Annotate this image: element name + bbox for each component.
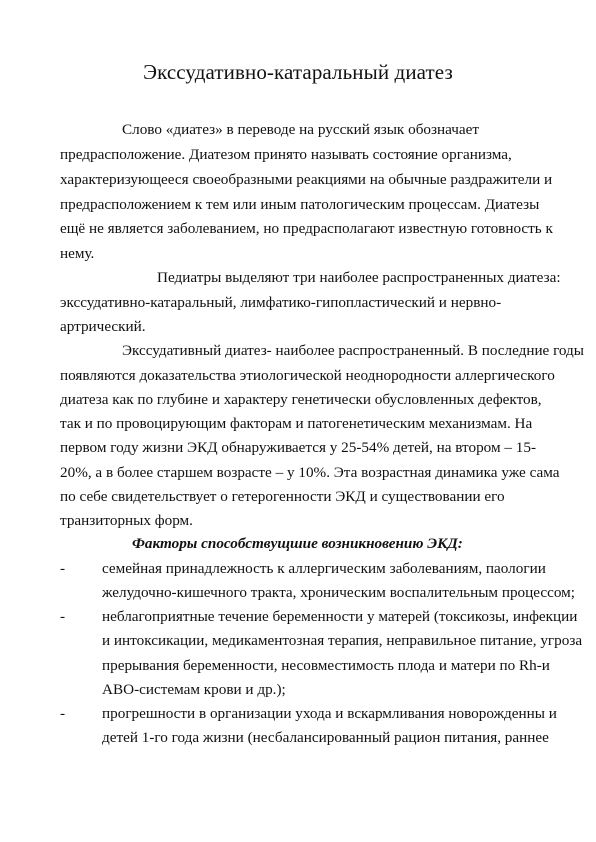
paragraph-line: транзиторных форм. xyxy=(60,512,193,529)
paragraph-line: первом году жизни ЭКД обнаруживается у 25-54% детей, на втором – 15- xyxy=(60,439,537,456)
paragraph-line: Экссудативный диатез- наиболее распространенный. В последние годы xyxy=(122,342,584,359)
paragraph-line: нему. xyxy=(60,245,95,262)
list-item-line: детей 1-го года жизни (несбалансированный рацион питания, раннее xyxy=(102,729,549,746)
list-item-line: неблагоприятные течение беременности у матерей (токсикозы, инфекции xyxy=(102,608,578,625)
factors-heading: Факторы способствущшие возникновению ЭКД: xyxy=(132,535,463,552)
paragraph-line: диатеза как по глубине и характеру генетически обусловленных дефектов, xyxy=(60,391,542,408)
list-item-line: прерывания беременности, несовместимость плода и матери по Rh-и xyxy=(102,657,550,674)
paragraph-line: Слово «диатез» в переводе на русский язык обозначает xyxy=(122,121,480,138)
list-bullet: - xyxy=(60,705,66,722)
paragraph-line: ещё не является заболеванием, но предрасполагают известную готовность к xyxy=(60,220,553,237)
paragraph-line: появляются доказательства этиологической неоднородности аллергического xyxy=(60,367,555,384)
list-item-line: семейная принадлежность к аллергическим заболеваниям, паологии xyxy=(102,560,546,577)
list-item-line: прогрешности в организации ухода и вскармливания новорожденны и xyxy=(102,705,557,722)
paragraph-line: предрасположением к тем или иным патологическим процессам. Диатезы xyxy=(60,196,540,213)
list-bullet: - xyxy=(60,608,66,625)
paragraph-line: так и по провоцирующим факторам и патогенетическим механизмам. На xyxy=(60,415,533,432)
paragraph-line: экссудативно-катаральный, лимфатико-гипопластический и нервно- xyxy=(60,294,502,311)
list-item-line: АВО-системам крови и др.); xyxy=(102,681,286,698)
paragraph-line: артрический. xyxy=(60,318,146,335)
paragraph-line: по себе свидетельствует о гетерогенности ЭКД и существовании его xyxy=(60,488,505,505)
paragraph-line: характеризующееся своеобразными реакциями на обычные раздражители и xyxy=(60,171,553,188)
list-bullet: - xyxy=(60,560,66,577)
document-title: Экссудативно-катаральный диатез xyxy=(143,60,453,84)
paragraph-line: предрасположение. Диатезом принято называть состояние организма, xyxy=(60,146,512,163)
list-item-line: желудочно-кишечного тракта, хроническим воспалительным процессом; xyxy=(102,584,575,601)
list-item-line: и интоксикации, медикаментозная терапия, неправильное питание, угроза xyxy=(102,632,583,649)
paragraph-line: 20%, а в более старшем возрасте – у 10%. Эта возрастная динамика уже сама xyxy=(60,464,560,481)
paragraph-line: Педиатры выделяют три наиболее распространенных диатеза: xyxy=(157,269,561,286)
